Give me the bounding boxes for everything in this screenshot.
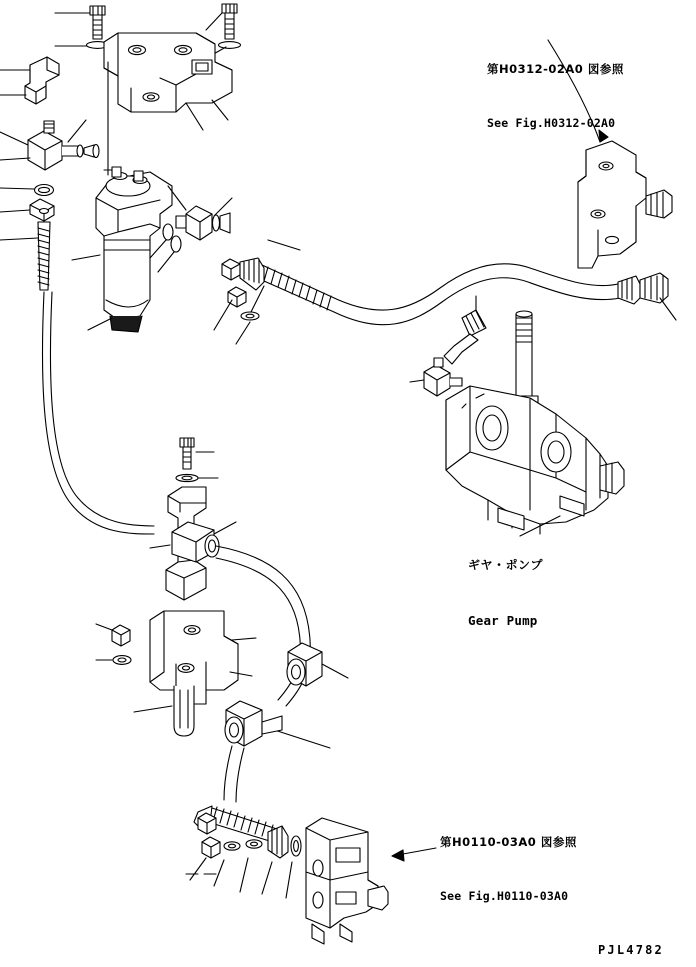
annotation-gear-pump-jp: ギヤ・ポンプ — [468, 558, 544, 572]
annotation-gear-pump — [468, 518, 543, 649]
o-ring-left — [0, 185, 54, 196]
long-stud-left — [0, 199, 54, 290]
annotation-ref-h0110 — [440, 795, 577, 924]
top-mount-bracket — [104, 33, 232, 130]
annotation-ref-h0312-en: See Fig.H0312-02A0 — [487, 116, 616, 131]
sheet-number: PJL4782 — [598, 943, 664, 957]
annotation-ref-h0312-jp: 第H0312-02A0 図参照 — [487, 62, 624, 76]
lower-valve-block-h0110 — [306, 818, 436, 944]
annotation-ref-h0110-en: See Fig.H0110-03A0 — [440, 889, 569, 904]
annotation-ref-h0110-jp: 第H0110-03A0 図参照 — [440, 835, 577, 849]
gear-pump — [410, 296, 624, 536]
mid-left-assembly — [96, 438, 256, 736]
annotation-gear-pump-en: Gear Pump — [468, 613, 538, 628]
annotation-ref-h0312 — [487, 22, 624, 151]
valve-block-left — [0, 120, 99, 170]
elbow-fitting-upper — [0, 57, 59, 104]
bolt-top-1 — [55, 6, 109, 48]
